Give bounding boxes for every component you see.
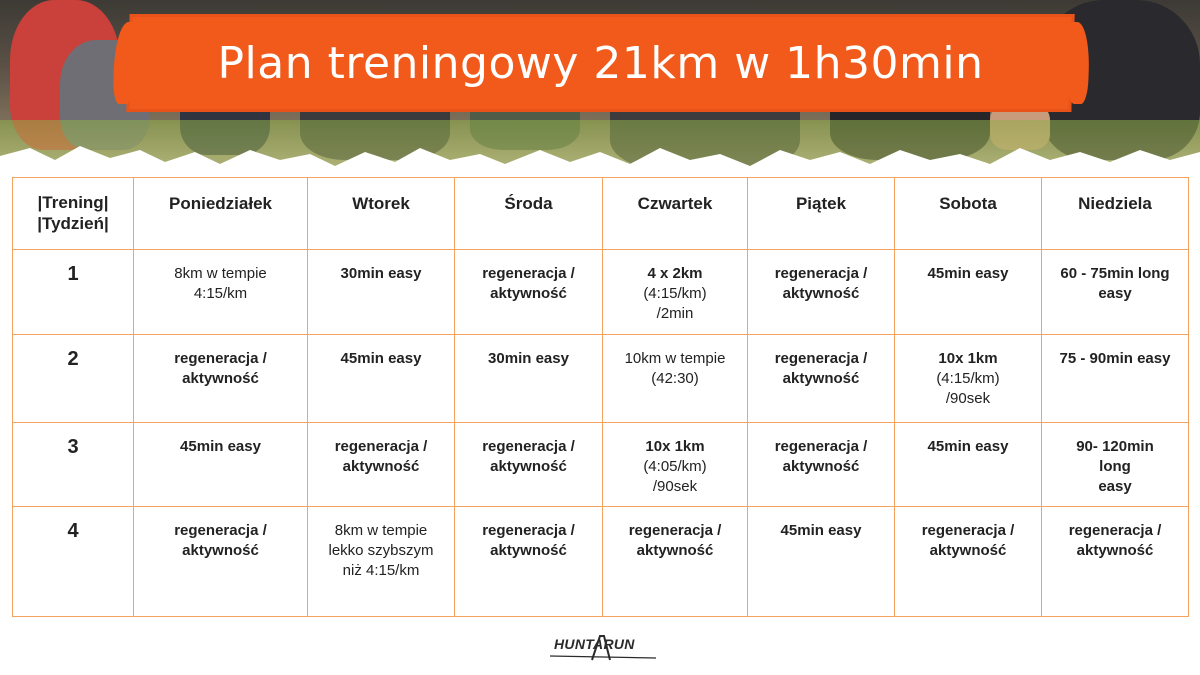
session-line: (42:30) — [651, 370, 699, 387]
session-line: regeneracja / — [774, 438, 868, 455]
session-cell — [748, 250, 895, 335]
session-line: regeneracja / — [334, 438, 428, 455]
session-line: /90sek — [945, 390, 991, 407]
torn-paper-edge — [0, 138, 1200, 178]
session-line: aktywność — [782, 285, 860, 302]
session-line: aktywność — [929, 542, 1007, 559]
session-line: aktywność — [636, 542, 714, 559]
session-cell — [455, 250, 603, 335]
session-line: regeneracja / — [921, 522, 1015, 539]
session-cell — [455, 423, 603, 507]
session-cell — [895, 335, 1042, 423]
session-line: aktywność — [182, 542, 259, 559]
session-line: 45min easy — [780, 522, 862, 539]
week-number: 2 — [13, 335, 134, 423]
day-header-monday: Poniedziałek — [134, 178, 308, 250]
session-line: 90- 120min — [1076, 438, 1154, 455]
week-row — [13, 423, 1189, 507]
header-row — [13, 178, 1189, 250]
session-line: aktywność — [1076, 542, 1154, 559]
session-line: regeneracja / — [482, 438, 575, 455]
session-line: niż 4:15/km — [342, 562, 420, 579]
session-cell — [1042, 507, 1189, 617]
week-row — [13, 335, 1189, 423]
session-cell — [603, 507, 748, 617]
session-cell — [895, 423, 1042, 507]
day-header-friday: Piątek — [748, 178, 895, 250]
session-line: /90sek — [652, 478, 698, 495]
session-cell — [134, 507, 308, 617]
week-number: 3 — [13, 423, 134, 507]
session-line: easy — [1098, 478, 1132, 495]
session-cell — [134, 250, 308, 335]
session-line: 45min easy — [340, 350, 422, 367]
session-line: 10x 1km — [938, 350, 998, 367]
session-line: 8km w tempie — [334, 522, 428, 539]
session-line: 45min easy — [180, 438, 261, 455]
session-cell — [455, 507, 603, 617]
session-line: aktywność — [490, 542, 567, 559]
session-cell — [134, 335, 308, 423]
corner-label-week: |Tydzień| — [37, 214, 109, 233]
session-line: regeneracja / — [174, 350, 267, 367]
day-header-sunday: Niedziela — [1042, 178, 1189, 250]
day-header-saturday: Sobota — [895, 178, 1042, 250]
session-cell — [748, 423, 895, 507]
session-line: 45min easy — [927, 438, 1009, 455]
session-cell — [308, 335, 455, 423]
session-cell — [895, 250, 1042, 335]
brand-logo — [548, 632, 660, 664]
session-line: 8km w tempie — [174, 265, 267, 282]
session-line: regeneracja / — [628, 522, 722, 539]
session-cell — [748, 335, 895, 423]
session-cell — [603, 423, 748, 507]
session-line: 4:15/km — [193, 285, 248, 302]
session-line: regeneracja / — [774, 350, 868, 367]
session-cell — [455, 335, 603, 423]
day-header-tuesday: Wtorek — [308, 178, 455, 250]
session-cell — [308, 423, 455, 507]
session-line: lekko szybszym — [328, 542, 434, 559]
session-cell — [1042, 250, 1189, 335]
week-row — [13, 250, 1189, 335]
session-line: /2min — [656, 305, 694, 322]
session-line: aktywność — [490, 285, 567, 302]
session-line: 10x 1km — [645, 438, 705, 455]
week-number: 4 — [13, 507, 134, 617]
week-row — [13, 507, 1189, 617]
session-cell — [1042, 335, 1189, 423]
session-cell — [134, 423, 308, 507]
session-line: regeneracja / — [1068, 522, 1162, 539]
session-line: easy — [1098, 285, 1132, 302]
session-line: (4:05/km) — [643, 458, 707, 475]
session-line: aktywność — [490, 458, 567, 475]
session-line: (4:15/km) — [936, 370, 1000, 387]
training-schedule-table — [12, 177, 1189, 617]
corner-header-cell — [13, 178, 134, 250]
session-cell — [1042, 423, 1189, 507]
session-line: (4:15/km) — [643, 285, 707, 302]
session-cell — [308, 507, 455, 617]
session-line: 30min easy — [488, 350, 569, 367]
session-cell — [603, 250, 748, 335]
session-cell — [748, 507, 895, 617]
session-line: regeneracja / — [482, 265, 575, 282]
session-cell — [308, 250, 455, 335]
logo-text: HUNTARUN — [554, 636, 635, 652]
session-cell — [895, 507, 1042, 617]
session-line: regeneracja / — [482, 522, 575, 539]
week-number: 1 — [13, 250, 134, 335]
session-line: long — [1099, 458, 1131, 475]
session-line: 30min easy — [340, 265, 422, 282]
session-line: 75 - 90min easy — [1059, 350, 1171, 367]
session-line: aktywność — [782, 458, 860, 475]
session-line: aktywność — [182, 370, 259, 387]
day-header-wednesday: Środa — [455, 178, 603, 250]
session-line: 45min easy — [927, 265, 1009, 282]
session-line: 10km w tempie — [624, 350, 726, 367]
page-title: Plan treningowy 21km w 1h30min — [217, 37, 984, 89]
session-line: 60 - 75min long — [1060, 265, 1170, 282]
session-cell — [603, 335, 748, 423]
session-line: 4 x 2km — [647, 265, 703, 282]
day-header-thursday: Czwartek — [603, 178, 748, 250]
session-line: aktywność — [342, 458, 420, 475]
session-line: regeneracja / — [774, 265, 868, 282]
corner-label-training: |Trening| — [37, 193, 109, 212]
session-line: aktywność — [782, 370, 860, 387]
session-line: regeneracja / — [174, 522, 267, 539]
